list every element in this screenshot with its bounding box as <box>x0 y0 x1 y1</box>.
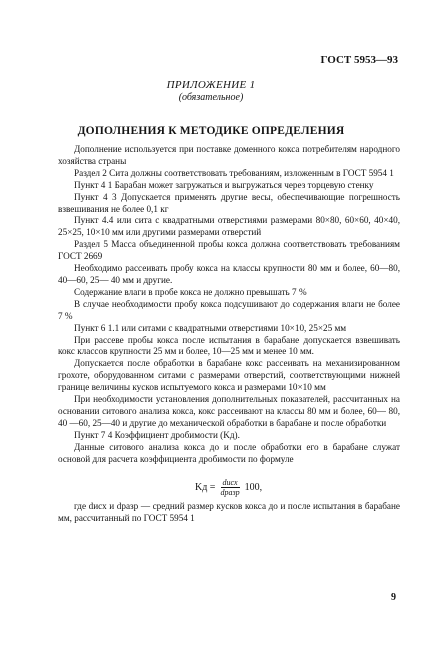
paragraph: При рассеве пробы кокса после испытания в барабане допускается взвешивать кокс классов крупности 25 мм и более, 10—25 мм и менее 10 мм. <box>58 334 400 357</box>
paragraph: Содержание влаги в пробе кокса не должно превышать 7 % <box>74 286 307 297</box>
paragraph: Данные ситового анализа кокса до и после обработки его в барабане служат основой для расчета коэффициента дробимости по формуле <box>58 441 400 464</box>
standard-code: ГОСТ 5953—93 <box>320 54 398 66</box>
formula-fraction <box>218 478 241 497</box>
formula-rhs: 100, <box>244 482 263 493</box>
body-text <box>58 144 400 465</box>
paragraph: При необходимости установления дополнительных показателей, рассчитанных на основании ситового анализа кокса, кокс рассеивают на классы 80 мм и более, 60— 80, 40 —60, 25—40 и другие до механической обработки в барабане и после обработки <box>58 394 400 428</box>
paragraph: Раздел 5 Масса объединенной пробы кокса должна соответствовать требованиям ГОСТ 2669 <box>58 239 400 262</box>
paragraph: Допускается после обработки в барабане кокс рассеивать на механизированном грохоте, оборудованном ситами с размерами отверстий, соответствующими нижней границе величины кусков испытуемого кокса и размерами 10×10 мм <box>58 358 400 393</box>
paragraph: Пункт 7 4 Коэффициент дробимости (Kд). <box>74 429 240 440</box>
formula-lhs: Kд = <box>195 482 216 493</box>
formula-explanation <box>58 501 400 525</box>
section-heading: ДОПОЛНЕНИЯ К МЕТОДИКЕ ОПРЕДЕЛЕНИЯ <box>77 125 345 137</box>
paragraph: Пункт 4 3 Допускается применять другие весы, обеспечивающие погрешность взвешивания не более 0,1 кг <box>58 191 400 214</box>
paragraph: Раздел 2 Сита должны соответствовать требованиям, изложенным в ГОСТ 5954 1 <box>74 167 394 178</box>
appendix-subtitle: (обязательное) <box>178 92 244 103</box>
formula-denominator: dразр <box>220 488 240 497</box>
paragraph: Необходимо рассеивать пробу кокса на классы крупности 80 мм и более, 60—80, 40—60, 25— 40 мм и другие. <box>58 263 400 285</box>
paragraph: Дополнение используется при поставке доменного кокса потребителям народного хозяйства страны <box>58 144 400 166</box>
where-text: где dисх и dразр — средний размер кусков кокса до и после испытания в барабане мм, рассчитанный по ГОСТ 5954 1 <box>58 501 400 523</box>
appendix-title: ПРИЛОЖЕНИЕ 1 <box>166 79 256 91</box>
paragraph: Пункт 4.4 или сита с квадратными отверстиями размерами 80×80, 60×60, 40×40, 25×25, 10×10 мм или другими размерами отверстий <box>58 215 400 238</box>
paragraph: В случае необходимости пробу кокса подсушивают до содержания влаги не более 7 % <box>58 298 400 321</box>
formula-numerator: dисх <box>222 478 238 487</box>
crushability-formula <box>195 478 262 497</box>
page-number: 9 <box>391 592 396 603</box>
paragraph: Пункт 4 1 Барабан может загружаться и выгружаться через торцевую стенку <box>74 179 374 190</box>
paragraph: Пункт 6 1.1 или ситами с квадратными отверстиями 10×10, 25×25 мм <box>74 322 347 333</box>
